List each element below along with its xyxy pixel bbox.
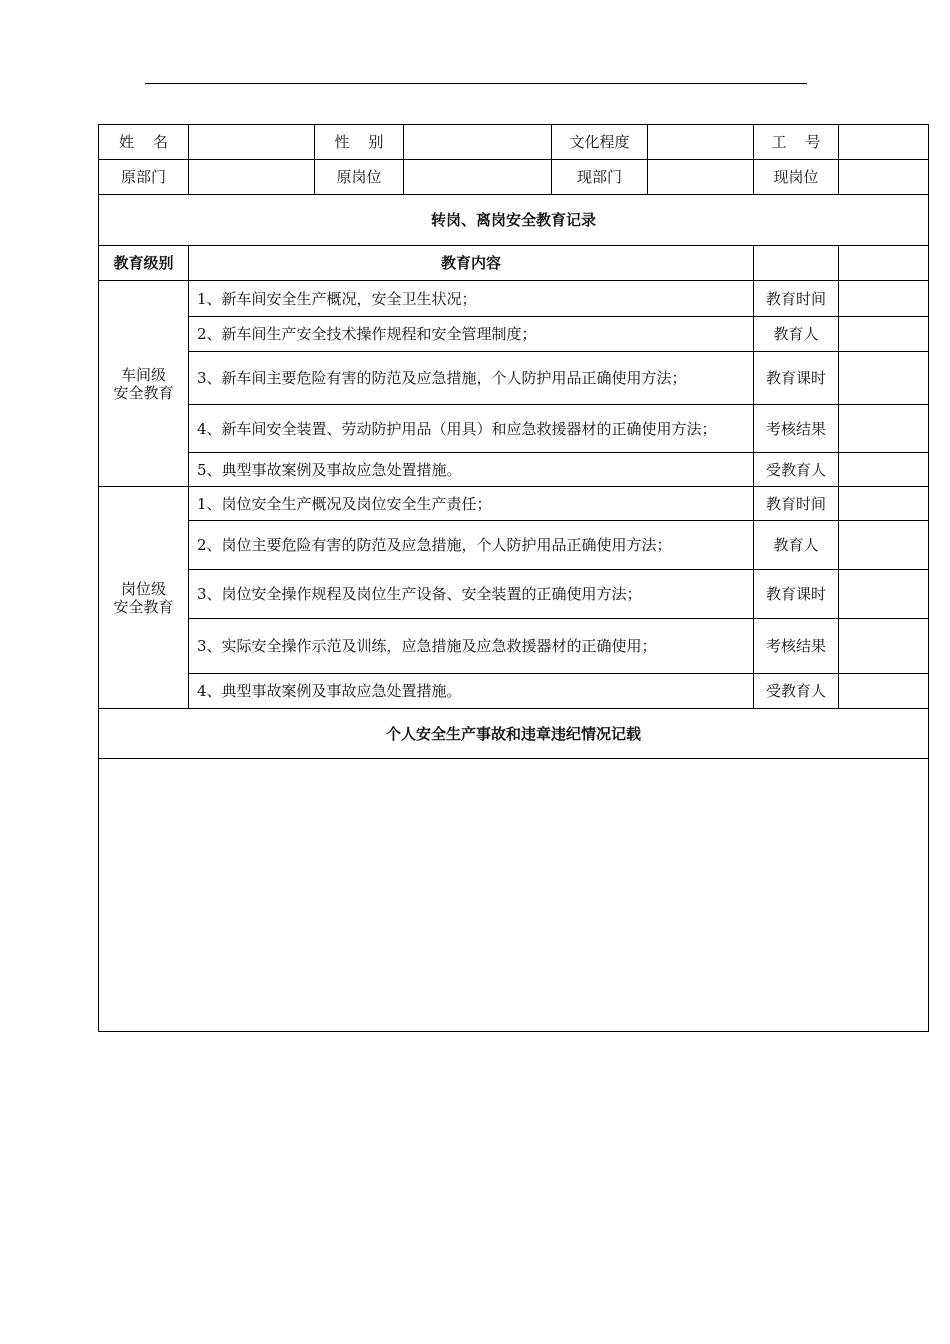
workshop-label-3: 教育课时 [754, 352, 839, 405]
post-value-5[interactable] [839, 674, 929, 709]
cur-dept-field[interactable] [648, 160, 754, 195]
cur-post-field[interactable] [839, 160, 929, 195]
post-value-2[interactable] [839, 521, 929, 570]
workshop-value-3[interactable] [839, 352, 929, 405]
orig-dept-field[interactable] [189, 160, 315, 195]
section1-title-row [99, 195, 929, 246]
header-blank-cell [754, 246, 839, 281]
table-row [99, 352, 929, 405]
section2-title: 个人安全生产事故和违章违纪情况记载 [99, 709, 929, 759]
content-header: 教育内容 [189, 246, 754, 281]
post-content-1: 1、岗位安全生产概况及岗位安全生产责任； [189, 487, 754, 521]
name-field[interactable] [189, 125, 315, 160]
post-label-5: 受教育人 [754, 674, 839, 709]
table-row [99, 405, 929, 453]
info-row-1 [99, 125, 929, 160]
gender-field[interactable] [404, 125, 552, 160]
workshop-value-4[interactable] [839, 405, 929, 453]
workshop-value-5[interactable] [839, 453, 929, 487]
post-label-4: 考核结果 [754, 619, 839, 674]
safety-education-form [98, 124, 929, 1032]
post-label-2: 教育人 [754, 521, 839, 570]
post-content-4: 3、实际安全操作示范及训练，应急措施及应急救援器材的正确使用； [189, 619, 754, 674]
post-label-3: 教育课时 [754, 570, 839, 619]
header-blank-cell [839, 246, 929, 281]
workshop-level-line1: 车间级 [120, 365, 166, 384]
post-level-line1: 岗位级 [120, 579, 166, 598]
post-level-line2: 安全教育 [113, 597, 174, 616]
table-row [99, 317, 929, 352]
orig-dept-label: 原部门 [99, 160, 189, 195]
employee-id-field[interactable] [839, 125, 929, 160]
table-row [99, 674, 929, 709]
post-content-2: 2、岗位主要危险有害的防范及应急措施，个人防护用品正确使用方法； [189, 521, 754, 570]
workshop-label-4: 考核结果 [754, 405, 839, 453]
cur-dept-label: 现部门 [552, 160, 648, 195]
section2-title-row [99, 709, 929, 759]
workshop-label-2: 教育人 [754, 317, 839, 352]
orig-post-field[interactable] [404, 160, 552, 195]
table-header-row [99, 246, 929, 281]
info-row-2 [99, 160, 929, 195]
header-rule [145, 83, 807, 84]
post-label-1: 教育时间 [754, 487, 839, 521]
workshop-value-1[interactable] [839, 281, 929, 317]
workshop-level-cell [99, 281, 189, 487]
post-value-1[interactable] [839, 487, 929, 521]
orig-post-label: 原岗位 [315, 160, 404, 195]
workshop-level-line2: 安全教育 [113, 383, 174, 402]
workshop-content-1: 1、新车间安全生产概况，安全卫生状况； [189, 281, 754, 317]
table-row [99, 487, 929, 521]
table-row [99, 521, 929, 570]
employee-id-label: 工 号 [754, 125, 839, 160]
workshop-value-2[interactable] [839, 317, 929, 352]
section1-title: 转岗、离岗安全教育记录 [99, 195, 929, 246]
post-content-3: 3、岗位安全操作规程及岗位生产设备、安全装置的正确使用方法； [189, 570, 754, 619]
table-row [99, 453, 929, 487]
workshop-content-3: 3、新车间主要危险有害的防范及应急措施，个人防护用品正确使用方法； [189, 352, 754, 405]
name-label: 姓 名 [99, 125, 189, 160]
workshop-content-2: 2、新车间生产安全技术操作规程和安全管理制度； [189, 317, 754, 352]
workshop-label-5: 受教育人 [754, 453, 839, 487]
post-content-5: 4、典型事故案例及事故应急处置措施。 [189, 674, 754, 709]
post-value-4[interactable] [839, 619, 929, 674]
gender-label: 性 别 [315, 125, 404, 160]
workshop-content-4: 4、新车间安全装置、劳动防护用品（用具）和应急救援器材的正确使用方法； [189, 405, 754, 453]
cur-post-label: 现岗位 [754, 160, 839, 195]
table-row [99, 570, 929, 619]
table-row [99, 619, 929, 674]
violation-records-area[interactable] [99, 759, 929, 1032]
post-value-3[interactable] [839, 570, 929, 619]
education-label: 文化程度 [552, 125, 648, 160]
post-level-cell [99, 487, 189, 709]
workshop-label-1: 教育时间 [754, 281, 839, 317]
records-row [99, 759, 929, 1032]
level-header: 教育级别 [99, 246, 189, 281]
education-field[interactable] [648, 125, 754, 160]
table-row [99, 281, 929, 317]
workshop-content-5: 5、典型事故案例及事故应急处置措施。 [189, 453, 754, 487]
